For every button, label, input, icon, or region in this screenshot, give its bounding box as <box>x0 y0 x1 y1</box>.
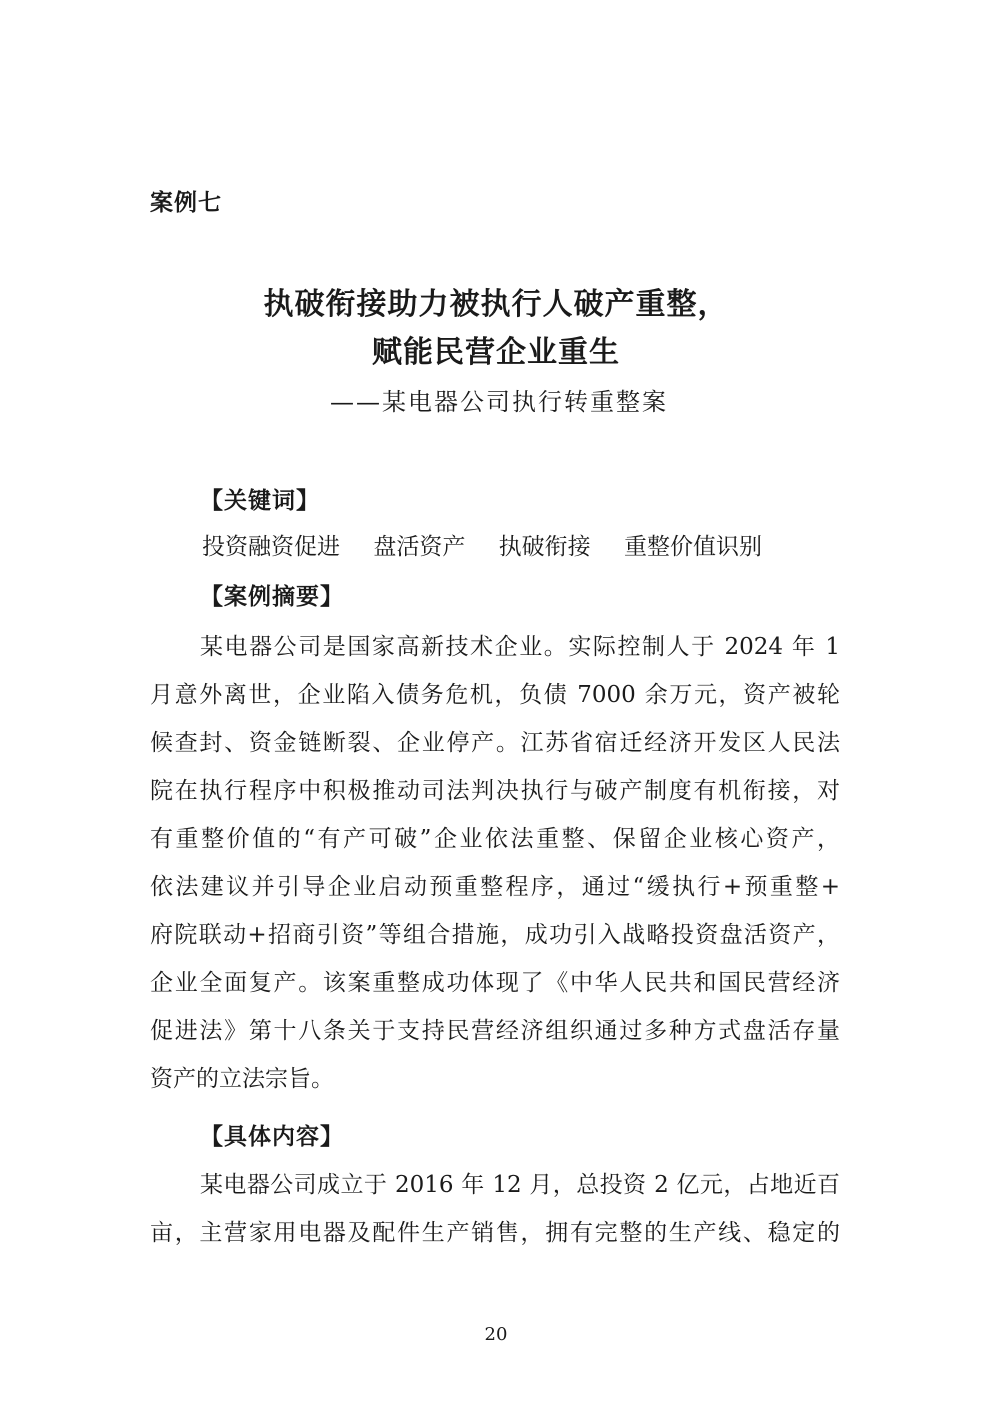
summary-line: 院在执行程序中积极推动司法判决执行与破产制度有机衔接，对 <box>150 778 840 804</box>
summary-line: 资产的立法宗旨。 <box>150 1066 334 1092</box>
page-number: 20 <box>484 1324 508 1345</box>
summary-line: 月意外离世，企业陷入债务危机，负债 7000 余万元，资产被轮 <box>150 682 840 708</box>
keyword: 重整价值识别 <box>623 534 762 560</box>
summary-heading: 【案例摘要】 <box>200 584 344 610</box>
keywords-heading: 【关键词】 <box>200 488 320 514</box>
keyword: 执破衔接 <box>498 534 591 560</box>
keywords-row <box>202 528 762 561</box>
subtitle: ——某电器公司执行转重整案 <box>330 388 668 416</box>
content-line: 某电器公司成立于 2016 年 12 月，总投资 2 亿元，占地近百 <box>200 1172 840 1198</box>
case-label: 案例七 <box>150 190 222 216</box>
keyword: 盘活资产 <box>373 534 466 560</box>
summary-line: 某电器公司是国家高新技术企业。实际控制人于 2024 年 1 <box>200 634 840 660</box>
summary-line: 促进法》第十八条关于支持民营经济组织通过多种方式盘活存量 <box>150 1018 840 1044</box>
summary-line: 企业全面复产。该案重整成功体现了《中华人民共和国民营经济 <box>150 970 840 996</box>
summary-line: 候查封、资金链断裂、企业停产。江苏省宿迁经济开发区人民法 <box>150 730 840 756</box>
page-title-line-2: 赋能民营企业重生 <box>372 335 620 370</box>
page-title-line-1: 执破衔接助力被执行人破产重整， <box>263 287 729 322</box>
content-line: 亩，主营家用电器及配件生产销售，拥有完整的生产线、稳定的 <box>150 1220 840 1246</box>
summary-line: 有重整价值的“有产可破”企业依法重整、保留企业核心资产， <box>150 826 840 852</box>
keyword: 投资融资促进 <box>202 534 340 560</box>
summary-line: 依法建议并引导企业启动预重整程序，通过“缓执行+预重整+ <box>150 874 840 900</box>
content-heading: 【具体内容】 <box>200 1124 344 1150</box>
summary-line: 府院联动+招商引资”等组合措施，成功引入战略投资盘活资产， <box>150 922 840 948</box>
